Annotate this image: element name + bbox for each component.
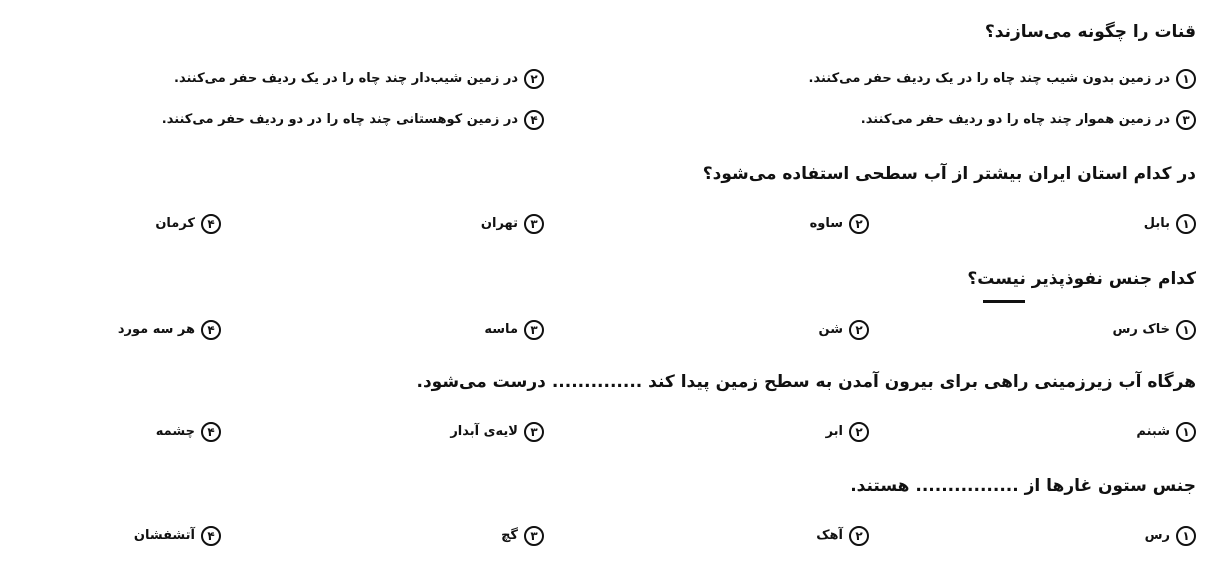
option-number-badge: ۳ — [524, 320, 544, 340]
question-3-option-3[interactable] — [484, 318, 544, 342]
question-1-option-3[interactable] — [861, 108, 1196, 132]
question-4-option-3[interactable] — [450, 420, 544, 444]
option-number-badge: ۱ — [1176, 526, 1196, 546]
option-text: هر سه مورد — [117, 322, 195, 337]
option-number-badge: ۴ — [201, 320, 221, 340]
question-2-text: در کدام استان ایران بیشتر از آب سطحی استفاده می‌شود؟ — [702, 164, 1196, 184]
option-number-badge: ۳ — [1176, 110, 1196, 130]
question-1-option-2[interactable] — [174, 67, 544, 91]
option-number-badge: ۳ — [524, 422, 544, 442]
question-4-option-2[interactable] — [826, 420, 869, 444]
question-5-option-2[interactable] — [816, 524, 869, 548]
question-4-options-row — [0, 420, 1206, 444]
option-text: در زمین شیب‌دار چند چاه را در یک ردیف حفر می‌کنند. — [174, 71, 518, 86]
option-text: بابل — [1143, 216, 1170, 231]
option-text: شن — [818, 322, 843, 337]
option-number-badge: ۴ — [524, 110, 544, 130]
option-text: لایه‌ی آبدار — [450, 424, 518, 439]
option-text: ابر — [825, 424, 843, 439]
question-5-options-row — [0, 524, 1206, 548]
option-text: کرمان — [155, 216, 195, 231]
negation-underline — [983, 300, 1025, 303]
question-2-option-2[interactable] — [810, 212, 869, 236]
option-text: در زمین بدون شیب چند چاه را در یک ردیف حفر می‌کنند. — [808, 71, 1170, 86]
question-2-option-3[interactable] — [481, 212, 544, 236]
question-1-options-row-1 — [0, 67, 1206, 91]
option-number-badge: ۱ — [1176, 214, 1196, 234]
option-number-badge: ۳ — [524, 526, 544, 546]
option-text: خاک رس — [1112, 322, 1170, 337]
option-number-badge: ۱ — [1176, 69, 1196, 89]
option-number-badge: ۲ — [524, 69, 544, 89]
question-1-option-1[interactable] — [809, 67, 1196, 91]
question-4-option-1[interactable] — [1136, 420, 1196, 444]
question-3-text: کدام جنس نفوذپذیر نیست؟ — [967, 269, 1196, 289]
option-number-badge: ۴ — [201, 526, 221, 546]
option-text: در زمین کوهستانی چند چاه را در دو ردیف حفر می‌کنند. — [161, 112, 518, 127]
option-text: آتشفشان — [133, 528, 195, 543]
question-3-options-row — [0, 318, 1206, 342]
question-4-text: هرگاه آب زیرزمینی راهی برای بیرون آمدن به سطح زمین پیدا کند .............. درست می‌شود. — [416, 372, 1196, 392]
option-number-badge: ۴ — [201, 214, 221, 234]
option-text: شبنم — [1136, 424, 1170, 439]
option-text: تهران — [480, 216, 518, 231]
question-1-option-4[interactable] — [162, 108, 544, 132]
option-text: آهک — [816, 528, 843, 543]
question-4-option-4[interactable] — [156, 420, 221, 444]
option-number-badge: ۱ — [1176, 320, 1196, 340]
question-5-option-1[interactable] — [1145, 524, 1196, 548]
question-3-option-4[interactable] — [118, 318, 221, 342]
option-text: چشمه — [155, 424, 195, 439]
option-text: گچ — [501, 528, 518, 543]
option-text: ماسه — [484, 322, 518, 337]
question-5-option-3[interactable] — [501, 524, 544, 548]
question-3-option-1[interactable] — [1112, 318, 1196, 342]
option-number-badge: ۲ — [849, 320, 869, 340]
option-number-badge: ۳ — [524, 214, 544, 234]
question-1-text: قنات را چگونه می‌سازند؟ — [984, 22, 1196, 42]
question-2-option-1[interactable] — [1144, 212, 1196, 236]
question-2-options-row — [0, 212, 1206, 236]
question-5-text: جنس ستون غارها از ................ هستند. — [850, 476, 1196, 496]
option-number-badge: ۲ — [849, 214, 869, 234]
question-3-option-2[interactable] — [819, 318, 869, 342]
option-number-badge: ۲ — [849, 526, 869, 546]
option-text: رس — [1144, 528, 1170, 543]
option-number-badge: ۴ — [201, 422, 221, 442]
option-text: ساوه — [809, 216, 843, 231]
option-number-badge: ۱ — [1176, 422, 1196, 442]
question-2-option-4[interactable] — [155, 212, 221, 236]
question-5-option-4[interactable] — [134, 524, 221, 548]
option-number-badge: ۲ — [849, 422, 869, 442]
option-text: در زمین هموار چند چاه را دو ردیف حفر می‌کنند. — [860, 112, 1170, 127]
question-1-options-row-2 — [0, 108, 1206, 132]
